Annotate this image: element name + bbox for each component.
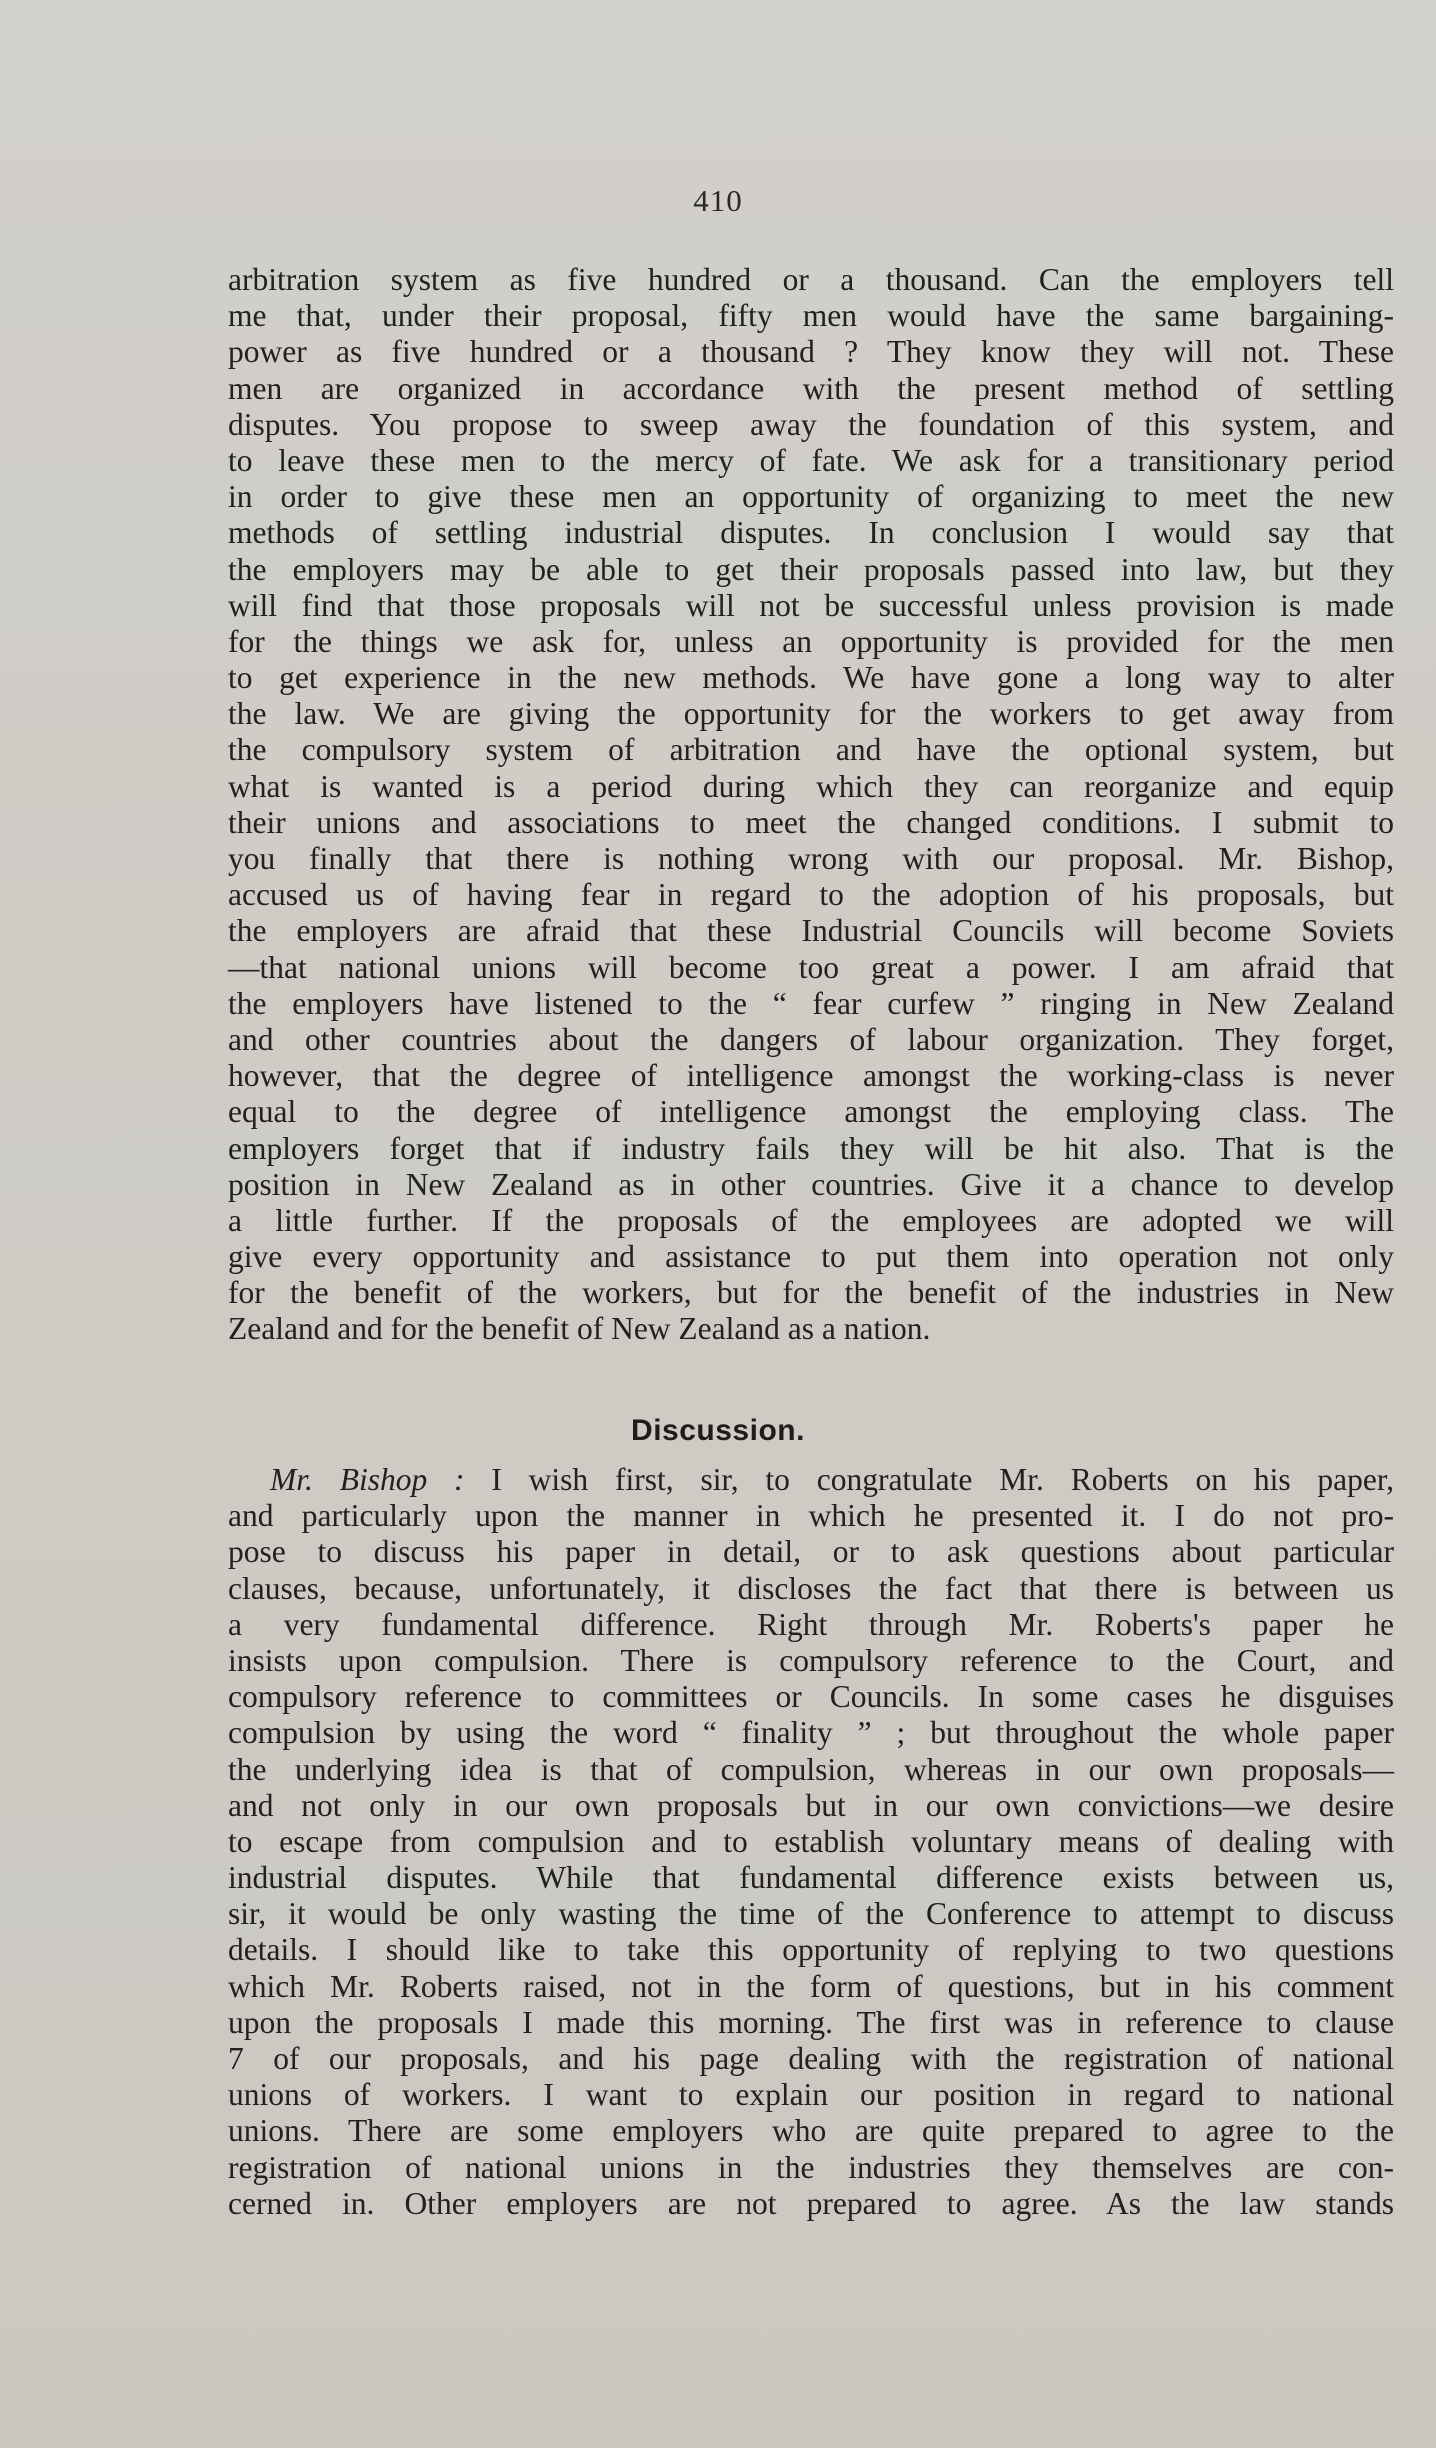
- text-line: to escape from compulsion and to establish voluntary means of dealing with: [228, 1823, 1394, 1859]
- text-line: accused us of having fear in regard to the adoption of his proposals, but: [228, 877, 1394, 913]
- text-line: the underlying idea is that of compulsion, whereas in our own proposals—: [228, 1751, 1394, 1787]
- text-line: Zealand and for the benefit of New Zealand as a nation.: [228, 1311, 931, 1347]
- speaker-name: Mr. Bishop :: [270, 1462, 465, 1497]
- text-line: me that, under their proposal, fifty men would have the same bargaining-: [228, 298, 1394, 334]
- text-line: sir, it would be only wasting the time of the Conference to attempt to discuss: [228, 1896, 1394, 1932]
- text-line: you finally that there is nothing wrong with our proposal. Mr. Bishop,: [228, 841, 1394, 876]
- text-line: men are organized in accordance with the present method of settling: [228, 370, 1394, 406]
- text-line: equal to the degree of intelligence amongst the employing class. The: [228, 1094, 1394, 1130]
- text-line: compulsion by using the word “ finality ” ; but throughout the whole paper: [228, 1715, 1394, 1751]
- text-line: which Mr. Roberts raised, not in the form of questions, but in his comment: [228, 1968, 1394, 2004]
- text-line: for the things we ask for, unless an opportunity is provided for the men: [228, 623, 1394, 659]
- text-line: position in New Zealand as in other countries. Give it a chance to develop: [228, 1166, 1394, 1202]
- text-line: power as five hundred or a thousand ? They know they will not. These: [228, 334, 1394, 370]
- text-line: compulsory reference to committees or Councils. In some cases he disguises: [228, 1679, 1394, 1715]
- text-line: registration of national unions in the industries they themselves are con-: [228, 2149, 1394, 2185]
- text-line: 7 of our proposals, and his page dealing with the registration of national: [228, 2041, 1394, 2076]
- text-line-first: [228, 1462, 1394, 1498]
- text-line: unions. There are some employers who are quite prepared to agree to the: [228, 2113, 1394, 2149]
- text-line: their unions and associations to meet the changed conditions. I submit to: [228, 804, 1394, 840]
- text-line: the compulsory system of arbitration and have the optional system, but: [228, 732, 1394, 768]
- text-line: in order to give these men an opportunity of organizing to meet the new: [228, 479, 1394, 515]
- text-line: pose to discuss his paper in detail, or to ask questions about particular: [228, 1534, 1394, 1570]
- text-line: will find that those proposals will not be successful unless provision is made: [228, 587, 1394, 623]
- section-heading: Discussion.: [631, 1414, 805, 1447]
- text-line: unions of workers. I want to explain our position in regard to national: [228, 2077, 1394, 2113]
- first-line-text: I wish first, sir, to congratulate Mr. Roberts on his paper,: [464, 1462, 1394, 1497]
- text-line: the employers may be able to get their proposals passed into law, but they: [228, 551, 1394, 587]
- text-line: cerned in. Other employers are not prepared to agree. As the law stands: [228, 2185, 1394, 2221]
- text-line: for the benefit of the workers, but for the benefit of the industries in New: [228, 1275, 1394, 1311]
- text-line: and other countries about the dangers of labour organization. They forget,: [228, 1021, 1394, 1057]
- text-line: industrial disputes. While that fundamental difference exists between us,: [228, 1860, 1394, 1896]
- text-line: the law. We are giving the opportunity for the workers to get away from: [228, 696, 1394, 732]
- text-line: clauses, because, unfortunately, it discloses the fact that there is between us: [228, 1570, 1394, 1606]
- text-line: —that national unions will become too great a power. I am afraid that: [228, 949, 1394, 985]
- text-line: the employers are afraid that these Industrial Councils will become Soviets: [228, 913, 1394, 949]
- text-line: the employers have listened to the “ fear curfew ” ringing in New Zealand: [228, 985, 1394, 1021]
- text-line: to get experience in the new methods. We have gone a long way to alter: [228, 660, 1394, 696]
- text-line: what is wanted is a period during which they can reorganize and equip: [228, 768, 1394, 804]
- text-line: and not only in our own proposals but in our own convictions—we desire: [228, 1787, 1394, 1823]
- body-text-top: [228, 262, 1394, 1348]
- text-line: give every opportunity and assistance to put them into operation not only: [228, 1239, 1394, 1275]
- text-line: a little further. If the proposals of the employees are adopted we will: [228, 1202, 1394, 1238]
- page-number: 410: [693, 183, 743, 218]
- text-line: methods of settling industrial disputes. In conclusion I would say that: [228, 515, 1394, 551]
- text-line: insists upon compulsion. There is compulsory reference to the Court, and: [228, 1642, 1394, 1678]
- text-line: however, that the degree of intelligence amongst the working-class is never: [228, 1058, 1394, 1094]
- body-text-discussion: [228, 1462, 1394, 2222]
- text-line: disputes. You propose to sweep away the foundation of this system, and: [228, 406, 1394, 442]
- text-line: details. I should like to take this opportunity of replying to two questions: [228, 1932, 1394, 1968]
- text-line: to leave these men to the mercy of fate. We ask for a transitionary period: [228, 442, 1394, 478]
- text-line: arbitration system as five hundred or a thousand. Can the employers tell: [228, 262, 1394, 297]
- text-line: upon the proposals I made this morning. The first was in reference to clause: [228, 2004, 1394, 2040]
- text-line: a very fundamental difference. Right through Mr. Roberts's paper he: [228, 1606, 1394, 1642]
- text-line: and particularly upon the manner in which he presented it. I do not pro-: [228, 1498, 1394, 1534]
- text-line: employers forget that if industry fails they will be hit also. That is the: [228, 1130, 1394, 1166]
